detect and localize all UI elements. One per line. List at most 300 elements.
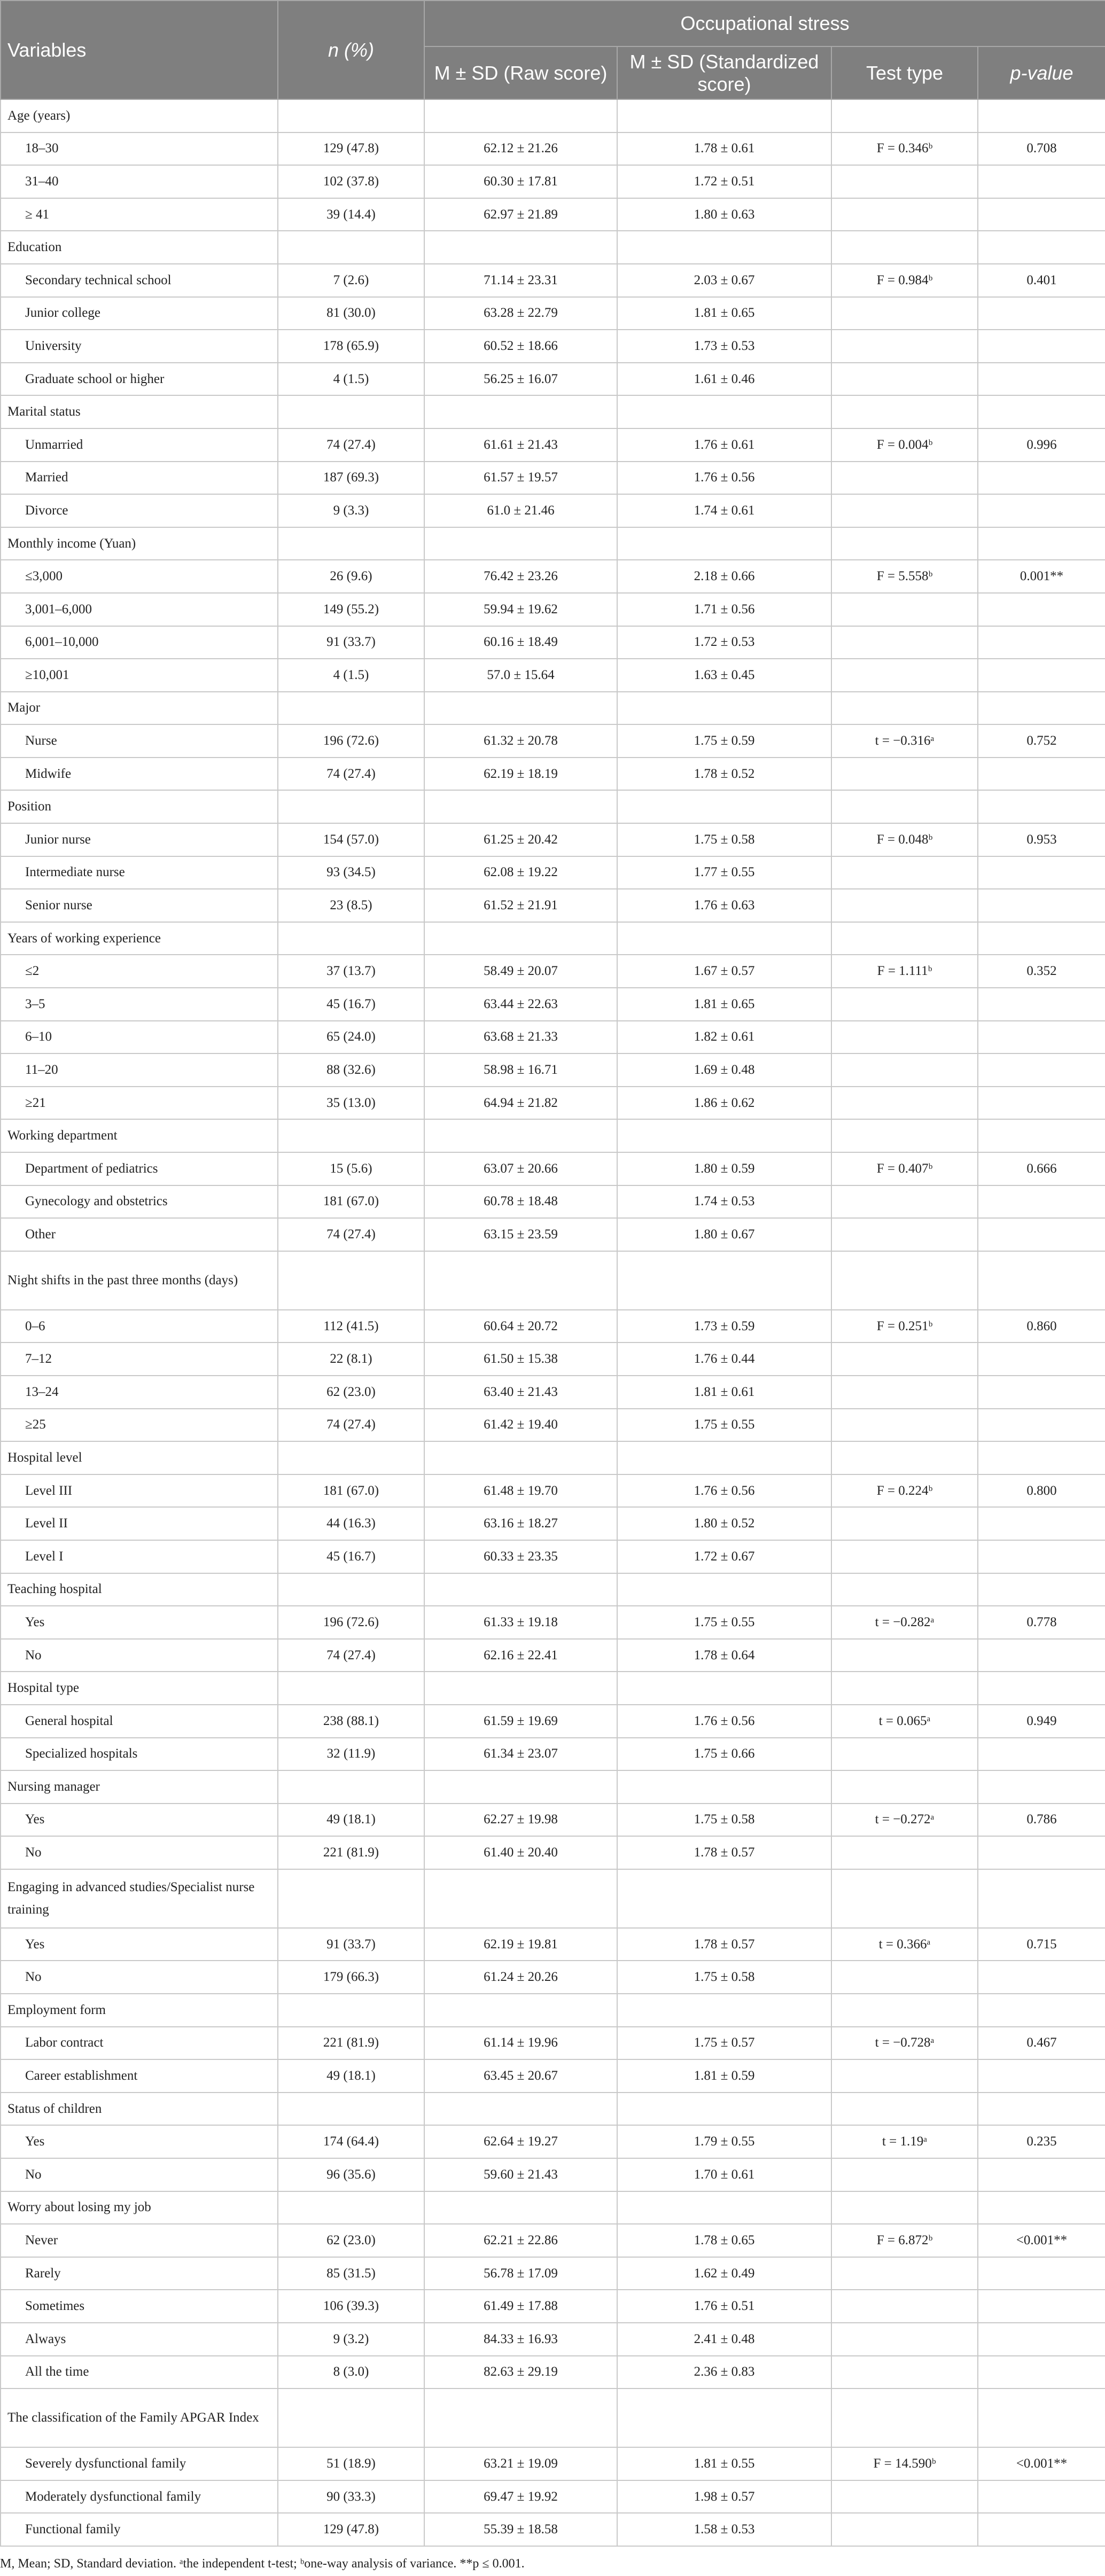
standardized-score-cell: 1.78 ± 0.61 (617, 132, 831, 166)
p-value-cell: 0.001** (978, 560, 1105, 593)
p-value-cell (978, 1672, 1105, 1705)
variable-cell: ≤3,000 (1, 560, 278, 593)
n-percent-cell: 85 (31.5) (278, 2257, 424, 2290)
variable-cell: Hospital level (1, 1441, 278, 1474)
test-type-cell (831, 2191, 978, 2224)
n-percent-cell (278, 1119, 424, 1152)
table-body (1, 99, 1105, 2546)
p-value-cell: 0.666 (978, 1152, 1105, 1185)
test-type-cell (831, 659, 978, 692)
standardized-score-cell: 1.82 ± 0.61 (617, 1021, 831, 1054)
n-percent-cell: 65 (24.0) (278, 1021, 424, 1054)
variable-cell: Married (1, 462, 278, 495)
p-value-cell (978, 2093, 1105, 2126)
standardized-score-cell: 1.80 ± 0.63 (617, 198, 831, 231)
n-percent-cell: 81 (30.0) (278, 297, 424, 330)
standardized-score-cell: 1.76 ± 0.44 (617, 1342, 831, 1376)
test-type-cell (831, 1218, 978, 1251)
n-percent-cell: 8 (3.0) (278, 2356, 424, 2389)
p-value-cell (978, 1342, 1105, 1376)
test-type-cell (831, 1185, 978, 1219)
raw-score-cell (424, 231, 617, 264)
variable-cell: Severely dysfunctional family (1, 2447, 278, 2480)
variable-cell: Labor contract (1, 2027, 278, 2060)
variable-cell: The classification of the Family APGAR Index (1, 2388, 278, 2447)
test-type-cell (831, 99, 978, 132)
variable-cell: Worry about losing my job (1, 2191, 278, 2224)
p-value-cell (978, 758, 1105, 791)
standardized-score-cell: 1.61 ± 0.46 (617, 363, 831, 396)
standardized-score-cell (617, 1119, 831, 1152)
raw-score-cell: 62.12 ± 21.26 (424, 132, 617, 166)
table-row (1, 1705, 1105, 1738)
table-row (1, 1928, 1105, 1961)
standardized-score-cell: 1.73 ± 0.59 (617, 1310, 831, 1343)
raw-score-cell (424, 1672, 617, 1705)
variable-cell: All the time (1, 2356, 278, 2389)
header-n-percent: n (%) (278, 1, 424, 99)
n-percent-cell (278, 1441, 424, 1474)
table-row (1, 1836, 1105, 1869)
variable-cell: Status of children (1, 2093, 278, 2126)
standardized-score-cell (617, 1994, 831, 2027)
header-raw-score: M ± SD (Raw score) (424, 46, 617, 99)
p-value-cell (978, 1770, 1105, 1804)
raw-score-cell: 61.50 ± 15.38 (424, 1342, 617, 1376)
n-percent-cell: 62 (23.0) (278, 1376, 424, 1409)
standardized-score-cell: 1.81 ± 0.59 (617, 2059, 831, 2093)
variable-cell: No (1, 2158, 278, 2191)
standardized-score-cell: 1.76 ± 0.61 (617, 428, 831, 462)
variable-cell: 3–5 (1, 988, 278, 1021)
raw-score-cell: 61.34 ± 23.07 (424, 1738, 617, 1771)
p-value-cell (978, 1738, 1105, 1771)
raw-score-cell: 64.94 ± 21.82 (424, 1087, 617, 1120)
standardized-score-cell: 1.80 ± 0.67 (617, 1218, 831, 1251)
group-header-row (1, 231, 1105, 264)
n-percent-cell: 112 (41.5) (278, 1310, 424, 1343)
p-value-cell (978, 363, 1105, 396)
variable-cell: Nursing manager (1, 1770, 278, 1804)
raw-score-cell (424, 1119, 617, 1152)
table-row (1, 1639, 1105, 1672)
n-percent-cell (278, 395, 424, 428)
p-value-cell: 0.467 (978, 2027, 1105, 2060)
n-percent-cell: 7 (2.6) (278, 264, 424, 297)
test-type-cell (831, 1087, 978, 1120)
p-value-cell: 0.778 (978, 1606, 1105, 1639)
n-percent-cell: 74 (27.4) (278, 1218, 424, 1251)
raw-score-cell: 71.14 ± 23.31 (424, 264, 617, 297)
test-type-cell (831, 692, 978, 725)
p-value-cell (978, 626, 1105, 659)
variable-cell: Marital status (1, 395, 278, 428)
standardized-score-cell (617, 790, 831, 823)
n-percent-cell: 187 (69.3) (278, 462, 424, 495)
raw-score-cell: 60.78 ± 18.48 (424, 1185, 617, 1219)
standardized-score-cell: 2.36 ± 0.83 (617, 2356, 831, 2389)
n-percent-cell (278, 99, 424, 132)
raw-score-cell: 60.52 ± 18.66 (424, 330, 617, 363)
variable-cell: 31–40 (1, 165, 278, 198)
variable-cell: Intermediate nurse (1, 856, 278, 889)
test-type-cell (831, 198, 978, 231)
variable-cell: Night shifts in the past three months (days) (1, 1251, 278, 1310)
n-percent-cell: 35 (13.0) (278, 1087, 424, 1120)
raw-score-cell: 62.27 ± 19.98 (424, 1804, 617, 1837)
variable-cell: Junior college (1, 297, 278, 330)
standardized-score-cell (617, 922, 831, 955)
table-row (1, 2480, 1105, 2513)
raw-score-cell: 61.52 ± 21.91 (424, 889, 617, 922)
p-value-cell: <0.001** (978, 2224, 1105, 2257)
standardized-score-cell: 1.75 ± 0.58 (617, 1804, 831, 1837)
test-type-cell (831, 2257, 978, 2290)
raw-score-cell (424, 1441, 617, 1474)
n-percent-cell: 196 (72.6) (278, 724, 424, 758)
table-row (1, 2290, 1105, 2323)
group-header-row (1, 2191, 1105, 2224)
raw-score-cell: 60.30 ± 17.81 (424, 165, 617, 198)
variable-cell: 11–20 (1, 1053, 278, 1087)
table-row (1, 659, 1105, 692)
standardized-score-cell (617, 1869, 831, 1928)
standardized-score-cell (617, 692, 831, 725)
test-type-cell (831, 988, 978, 1021)
test-type-cell: F = 0.407ᵇ (831, 1152, 978, 1185)
variable-cell: Major (1, 692, 278, 725)
variable-cell: Secondary technical school (1, 264, 278, 297)
group-header-row (1, 1573, 1105, 1606)
n-percent-cell: 74 (27.4) (278, 428, 424, 462)
raw-score-cell (424, 1251, 617, 1310)
raw-score-cell: 61.57 ± 19.57 (424, 462, 617, 495)
table-row (1, 1540, 1105, 1573)
test-type-cell (831, 1770, 978, 1804)
variable-cell: Education (1, 231, 278, 264)
p-value-cell (978, 2356, 1105, 2389)
standardized-score-cell: 1.72 ± 0.53 (617, 626, 831, 659)
raw-score-cell: 62.64 ± 19.27 (424, 2125, 617, 2158)
standardized-score-cell (617, 1251, 831, 1310)
n-percent-cell: 74 (27.4) (278, 1409, 424, 1442)
variable-cell: No (1, 1961, 278, 1994)
test-type-cell: F = 5.558ᵇ (831, 560, 978, 593)
raw-score-cell: 61.24 ± 20.26 (424, 1961, 617, 1994)
standardized-score-cell: 1.75 ± 0.57 (617, 2027, 831, 2060)
variable-cell: Divorce (1, 494, 278, 527)
p-value-cell: 0.752 (978, 724, 1105, 758)
n-percent-cell: 49 (18.1) (278, 2059, 424, 2093)
n-percent-cell: 90 (33.3) (278, 2480, 424, 2513)
table-row (1, 264, 1105, 297)
group-header-row (1, 527, 1105, 560)
variable-cell: Teaching hospital (1, 1573, 278, 1606)
test-type-cell (831, 2480, 978, 2513)
variable-cell: Yes (1, 1606, 278, 1639)
p-value-cell (978, 889, 1105, 922)
table-row (1, 1053, 1105, 1087)
standardized-score-cell (617, 395, 831, 428)
n-percent-cell: 45 (16.7) (278, 988, 424, 1021)
header-standardized-score: M ± SD (Standardized score) (617, 46, 831, 99)
group-header-row (1, 790, 1105, 823)
table-row (1, 428, 1105, 462)
raw-score-cell: 58.49 ± 20.07 (424, 955, 617, 988)
variable-cell: 13–24 (1, 1376, 278, 1409)
p-value-cell (978, 1119, 1105, 1152)
table-footnote: M, Mean; SD, Standard deviation. ᵃthe independent t-test; ᵇone-way analysis of variance. **p ≤ 0.001. (0, 2557, 525, 2571)
raw-score-cell: 63.40 ± 21.43 (424, 1376, 617, 1409)
standardized-score-cell: 1.78 ± 0.57 (617, 1928, 831, 1961)
n-percent-cell: 221 (81.9) (278, 2027, 424, 2060)
table-row (1, 758, 1105, 791)
variable-cell: ≥10,001 (1, 659, 278, 692)
n-percent-cell: 129 (47.8) (278, 132, 424, 166)
raw-score-cell (424, 2191, 617, 2224)
p-value-cell (978, 1218, 1105, 1251)
p-value-cell (978, 395, 1105, 428)
p-value-cell (978, 1251, 1105, 1310)
test-type-cell (831, 1836, 978, 1869)
variable-cell: Midwife (1, 758, 278, 791)
standardized-score-cell: 1.62 ± 0.49 (617, 2257, 831, 2290)
raw-score-cell: 56.78 ± 17.09 (424, 2257, 617, 2290)
n-percent-cell: 181 (67.0) (278, 1185, 424, 1219)
raw-score-cell: 59.94 ± 19.62 (424, 593, 617, 626)
table-row (1, 889, 1105, 922)
raw-score-cell: 62.97 ± 21.89 (424, 198, 617, 231)
standardized-score-cell (617, 1573, 831, 1606)
p-value-cell (978, 2158, 1105, 2191)
test-type-cell: F = 14.590ᵇ (831, 2447, 978, 2480)
p-value-cell (978, 527, 1105, 560)
table-row (1, 2158, 1105, 2191)
raw-score-cell: 63.07 ± 20.66 (424, 1152, 617, 1185)
variable-cell: Other (1, 1218, 278, 1251)
standardized-score-cell: 1.63 ± 0.45 (617, 659, 831, 692)
test-type-cell (831, 889, 978, 922)
variable-cell: 6,001–10,000 (1, 626, 278, 659)
raw-score-cell (424, 99, 617, 132)
p-value-cell (978, 165, 1105, 198)
n-percent-cell: 181 (67.0) (278, 1474, 424, 1508)
raw-score-cell: 56.25 ± 16.07 (424, 363, 617, 396)
table-row (1, 2059, 1105, 2093)
n-percent-cell: 149 (55.2) (278, 593, 424, 626)
n-percent-cell: 221 (81.9) (278, 1836, 424, 1869)
n-percent-cell: 96 (35.6) (278, 2158, 424, 2191)
n-percent-cell: 15 (5.6) (278, 1152, 424, 1185)
test-type-cell: F = 0.984ᵇ (831, 264, 978, 297)
variable-cell: Monthly income (Yuan) (1, 527, 278, 560)
variable-cell: General hospital (1, 1705, 278, 1738)
standardized-score-cell: 1.78 ± 0.65 (617, 2224, 831, 2257)
n-percent-cell (278, 922, 424, 955)
raw-score-cell: 62.19 ± 19.81 (424, 1928, 617, 1961)
p-value-cell (978, 2059, 1105, 2093)
raw-score-cell: 59.60 ± 21.43 (424, 2158, 617, 2191)
table-row (1, 724, 1105, 758)
table-row (1, 2323, 1105, 2356)
test-type-cell (831, 527, 978, 560)
n-percent-cell: 9 (3.3) (278, 494, 424, 527)
test-type-cell (831, 922, 978, 955)
test-type-cell (831, 462, 978, 495)
p-value-cell: 0.860 (978, 1310, 1105, 1343)
p-value-cell (978, 198, 1105, 231)
raw-score-cell: 55.39 ± 18.58 (424, 2513, 617, 2546)
header-p-value: p-value (978, 46, 1105, 99)
variable-cell: University (1, 330, 278, 363)
standardized-score-cell: 1.74 ± 0.53 (617, 1185, 831, 1219)
n-percent-cell (278, 2388, 424, 2447)
n-percent-cell: 51 (18.9) (278, 2447, 424, 2480)
p-value-cell (978, 1087, 1105, 1120)
group-header-row (1, 395, 1105, 428)
table-row (1, 1185, 1105, 1219)
raw-score-cell: 63.15 ± 23.59 (424, 1218, 617, 1251)
test-type-cell (831, 856, 978, 889)
table-row (1, 1342, 1105, 1376)
raw-score-cell: 61.14 ± 19.96 (424, 2027, 617, 2060)
test-type-cell: t = 0.366ᵃ (831, 1928, 978, 1961)
standardized-score-cell: 1.75 ± 0.58 (617, 823, 831, 856)
standardized-score-cell: 1.81 ± 0.55 (617, 2447, 831, 2480)
group-header-row (1, 1119, 1105, 1152)
test-type-cell (831, 2093, 978, 2126)
variable-cell: Sometimes (1, 2290, 278, 2323)
group-header-row (1, 2388, 1105, 2447)
table-row (1, 1376, 1105, 1409)
test-type-cell (831, 2388, 978, 2447)
test-type-cell (831, 1540, 978, 1573)
variable-cell: Yes (1, 1928, 278, 1961)
p-value-cell (978, 297, 1105, 330)
standardized-score-cell: 1.72 ± 0.51 (617, 165, 831, 198)
standardized-score-cell: 1.81 ± 0.65 (617, 988, 831, 1021)
variable-cell: Always (1, 2323, 278, 2356)
standardized-score-cell: 1.76 ± 0.56 (617, 1474, 831, 1508)
table-row (1, 297, 1105, 330)
table-row (1, 198, 1105, 231)
test-type-cell: t = 0.065ᵃ (831, 1705, 978, 1738)
test-type-cell (831, 758, 978, 791)
header-occupational-stress: Occupational stress (424, 1, 1105, 46)
p-value-cell (978, 1540, 1105, 1573)
n-percent-cell: 23 (8.5) (278, 889, 424, 922)
variable-cell: ≤2 (1, 955, 278, 988)
variable-cell: Age (years) (1, 99, 278, 132)
raw-score-cell: 57.0 ± 15.64 (424, 659, 617, 692)
test-type-cell: F = 0.251ᵇ (831, 1310, 978, 1343)
standardized-score-cell: 1.69 ± 0.48 (617, 1053, 831, 1087)
n-percent-cell (278, 1994, 424, 2027)
standardized-score-cell: 1.76 ± 0.63 (617, 889, 831, 922)
n-percent-cell: 9 (3.2) (278, 2323, 424, 2356)
table-row (1, 1087, 1105, 1120)
p-value-cell (978, 1961, 1105, 1994)
test-type-cell (831, 1639, 978, 1672)
standardized-score-cell (617, 1770, 831, 1804)
standardized-score-cell: 2.03 ± 0.67 (617, 264, 831, 297)
standardized-score-cell (617, 231, 831, 264)
raw-score-cell (424, 692, 617, 725)
test-type-cell (831, 2356, 978, 2389)
group-header-row (1, 1672, 1105, 1705)
table-row (1, 988, 1105, 1021)
raw-score-cell: 84.33 ± 16.93 (424, 2323, 617, 2356)
group-header-row (1, 2093, 1105, 2126)
test-type-cell: F = 0.004ᵇ (831, 428, 978, 462)
variable-cell: Functional family (1, 2513, 278, 2546)
n-percent-cell: 106 (39.3) (278, 2290, 424, 2323)
n-percent-cell: 74 (27.4) (278, 758, 424, 791)
raw-score-cell (424, 2388, 617, 2447)
table-row (1, 1507, 1105, 1540)
n-percent-cell (278, 527, 424, 560)
p-value-cell: 0.786 (978, 1804, 1105, 1837)
test-type-cell: t = −0.282ᵃ (831, 1606, 978, 1639)
variable-cell: Engaging in advanced studies/Specialist nurse training (1, 1869, 278, 1928)
table-row (1, 2356, 1105, 2389)
n-percent-cell: 62 (23.0) (278, 2224, 424, 2257)
standardized-score-cell: 1.72 ± 0.67 (617, 1540, 831, 1573)
p-value-cell (978, 2257, 1105, 2290)
variable-cell: Yes (1, 2125, 278, 2158)
raw-score-cell: 63.16 ± 18.27 (424, 1507, 617, 1540)
test-type-cell (831, 626, 978, 659)
raw-score-cell: 61.42 ± 19.40 (424, 1409, 617, 1442)
standardized-score-cell (617, 1672, 831, 1705)
test-type-cell: t = 1.19ᵃ (831, 2125, 978, 2158)
variable-cell: Rarely (1, 2257, 278, 2290)
test-type-cell (831, 494, 978, 527)
variable-cell: Hospital type (1, 1672, 278, 1705)
n-percent-cell: 4 (1.5) (278, 659, 424, 692)
variable-cell: Yes (1, 1804, 278, 1837)
variable-cell: Level II (1, 1507, 278, 1540)
group-header-row (1, 1770, 1105, 1804)
n-percent-cell: 4 (1.5) (278, 363, 424, 396)
group-header-row (1, 692, 1105, 725)
test-type-cell: F = 0.048ᵇ (831, 823, 978, 856)
raw-score-cell (424, 2093, 617, 2126)
variable-cell: ≥21 (1, 1087, 278, 1120)
p-value-cell (978, 1053, 1105, 1087)
test-type-cell (831, 1342, 978, 1376)
test-type-cell (831, 363, 978, 396)
p-value-cell: 0.715 (978, 1928, 1105, 1961)
standardized-score-cell: 1.75 ± 0.66 (617, 1738, 831, 1771)
standardized-score-cell: 2.18 ± 0.66 (617, 560, 831, 593)
variable-cell: Senior nurse (1, 889, 278, 922)
standardized-score-cell: 1.73 ± 0.53 (617, 330, 831, 363)
raw-score-cell (424, 1869, 617, 1928)
p-value-cell (978, 790, 1105, 823)
variable-cell: 0–6 (1, 1310, 278, 1343)
variable-cell: Department of pediatrics (1, 1152, 278, 1185)
standardized-score-cell: 1.75 ± 0.55 (617, 1409, 831, 1442)
p-value-cell (978, 1639, 1105, 1672)
table-row (1, 1310, 1105, 1343)
p-value-cell (978, 1376, 1105, 1409)
n-percent-cell (278, 1869, 424, 1928)
table-row (1, 1021, 1105, 1054)
standardized-score-cell (617, 2191, 831, 2224)
p-value-cell (978, 1021, 1105, 1054)
variable-cell: Never (1, 2224, 278, 2257)
